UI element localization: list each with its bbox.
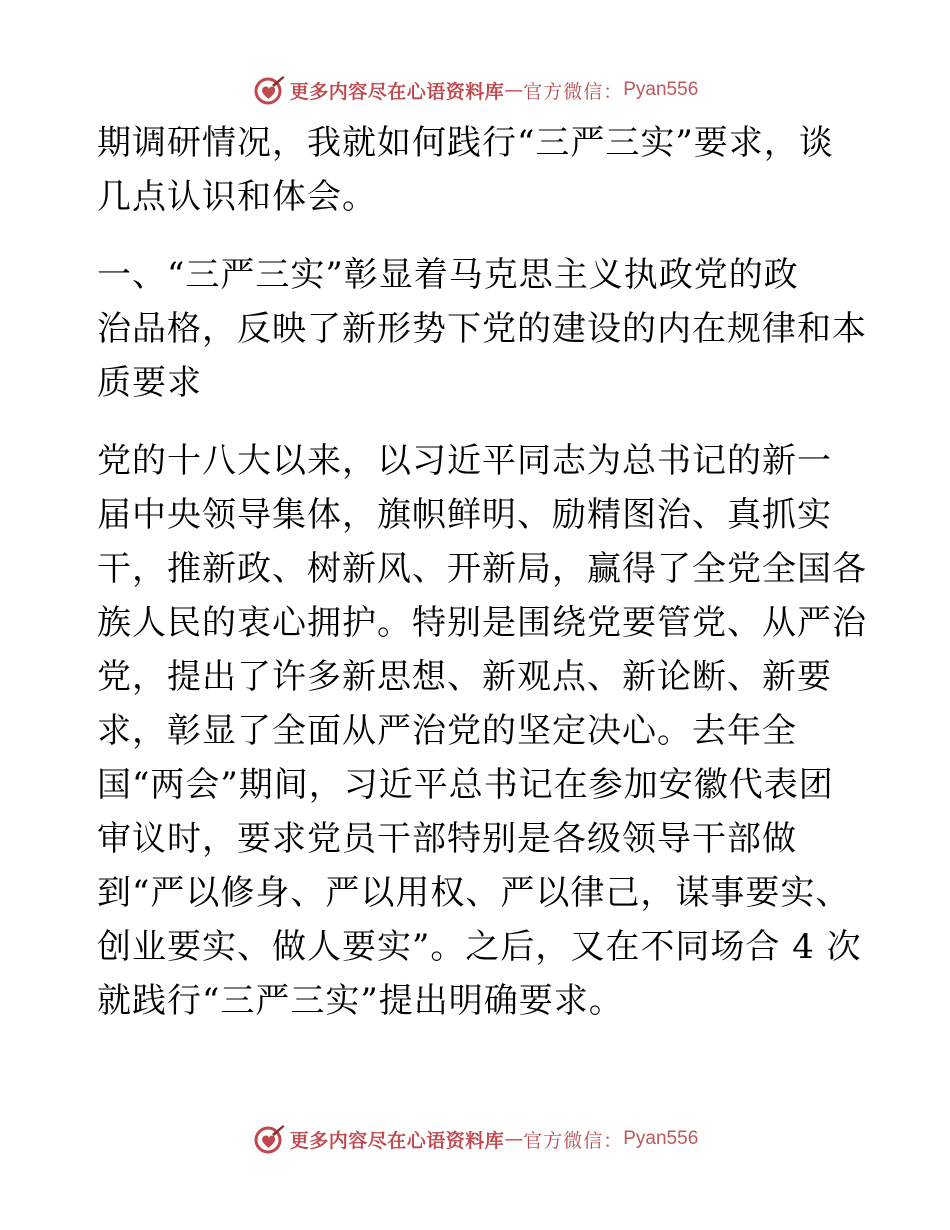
watermark-brand: 更多内容尽在心语资料库: [289, 1129, 505, 1152]
text-line: 到“严以修身、严以用权、严以律己，谋事要实、: [97, 873, 851, 913]
text-line: 一、“三严三实”彰显着马克思主义执政党的政: [97, 255, 799, 295]
document-body: [97, 116, 867, 1028]
text-line: 国“两会”期间，习近平总书记在参加安徽代表团: [97, 765, 834, 805]
section-heading-1: [97, 248, 867, 410]
text-line: 党的十八大以来，以习近平同志为总书记的新一: [97, 441, 832, 481]
text-line: 几点认识和体会。: [97, 177, 377, 217]
text-line: 族人民的衷心拥护。特别是围绕党要管党、从严治: [97, 603, 867, 643]
watermark-dash: —: [504, 79, 524, 101]
text-line: 质要求: [97, 363, 202, 403]
watermark-wechat-id: Pyan556: [623, 79, 699, 100]
watermark-wechat-id: Pyan556: [623, 1128, 699, 1149]
text-line: 干，推新政、树新风、开新局，赢得了全党全国各: [97, 549, 867, 589]
paragraph-2: [97, 434, 867, 1028]
heart-pen-logo-icon: [252, 1122, 286, 1156]
text-line: 审议时，要求党员干部特别是各级领导干部做: [97, 819, 797, 859]
heart-pen-logo-icon: [252, 73, 286, 107]
text-line: 治品格，反映了新形势下党的建设的内在规律和本: [97, 309, 867, 349]
paragraph-1: [97, 116, 857, 224]
watermark-dash: —: [504, 1128, 524, 1150]
text-line: 党，提出了许多新思想、新观点、新论断、新要: [97, 657, 832, 697]
text-line: 届中央领导集体，旗帜鲜明、励精图治、真抓实: [97, 495, 832, 535]
text-line: 就践行“三严三实”提出明确要求。: [97, 981, 624, 1021]
watermark-official: 官方微信：: [523, 1129, 624, 1152]
watermark-footer: [0, 1119, 950, 1159]
watermark-brand: 更多内容尽在心语资料库: [289, 80, 505, 103]
text-line: 创业要实、做人要实”。之后，又在不同场合 4 次: [97, 927, 862, 967]
watermark-header: [0, 70, 950, 110]
watermark-official: 官方微信：: [523, 80, 624, 103]
text-line: 期调研情况，我就如何践行“三严三实”要求，谈: [97, 123, 834, 163]
text-line: 求，彰显了全面从严治党的坚定决心。去年全: [97, 711, 797, 751]
